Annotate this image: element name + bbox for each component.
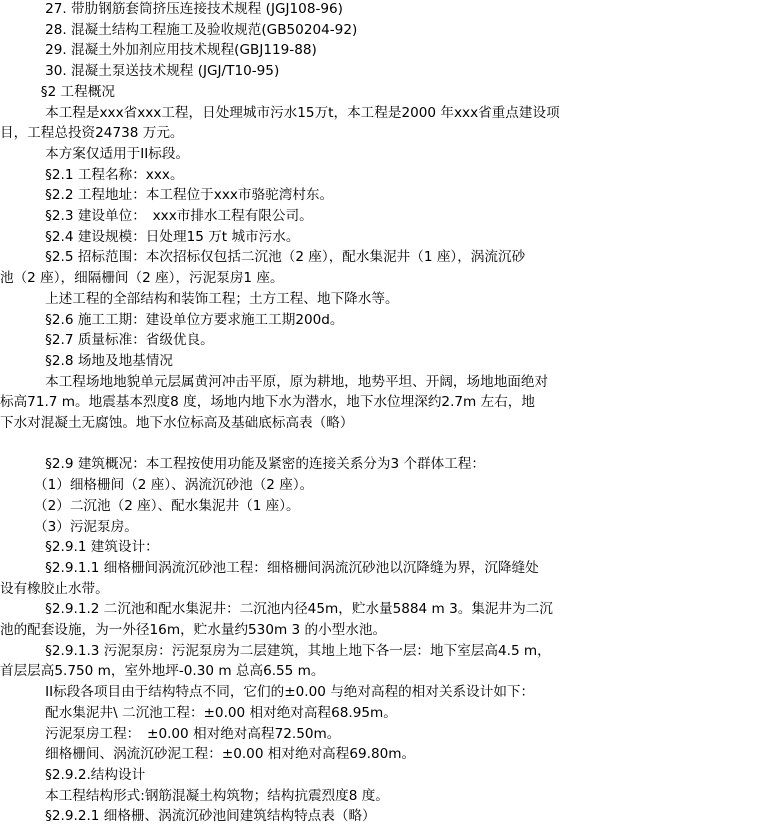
text-line: §2.1 工程名称：xxx。 (0, 166, 184, 183)
text-line: （3）污泥泵房。 (0, 518, 138, 535)
text-line: §2.4 建设规模：日处理15 万t 城市污水。 (0, 228, 300, 245)
text-line: 配水集泥井\ 二沉池工程：±0.00 相对绝对高程68.95m。 (0, 704, 397, 721)
text-line: 池的配套设施，为一外径16m，贮水量约530m 3 的小型水池。 (0, 622, 387, 638)
text-line: 细格栅间、涡流沉砂泥工程：±0.00 相对绝对高程69.80m。 (0, 746, 416, 763)
text-line: 29. 混凝土外加剂应用技术规程(GBJ119-88) (0, 42, 317, 59)
text-line: （1）细格栅间（2 座）、涡流沉砂池（2 座）。 (0, 477, 314, 494)
text-line: §2.7 质量标准：省级优良。 (0, 332, 214, 349)
text-line: §2.3 建设单位： xxx市排水工程有限公司。 (0, 208, 313, 224)
text-line: （2）二沉池（2 座）、配水集泥井（1 座）。 (0, 497, 300, 514)
text-line: §2.5 招标范围：本次招标仅包括二沉池（2 座），配水集泥井（1 座），涡流沉砂 (0, 249, 526, 266)
text-line: §2.2 工程地址：本工程位于xxx市骆驼湾村东。 (0, 187, 334, 204)
text-line: §2.9.1.1 细格栅间涡流沉砂池工程：细格栅间涡流沉砂池以沉降缝为界，沉降缝处 (0, 559, 539, 576)
text-line: 首层层高5.750 m，室外地坪-0.30 m 总高6.55 m。 (0, 663, 325, 680)
text-line: 设有橡胶止水带。 (0, 580, 109, 597)
text-line: 上述工程的全部结构和装饰工程；土方工程、地下降水等。 (0, 290, 399, 307)
text-line (0, 434, 778, 454)
text-line: 池（2 座），细隔栅间（2 座），污泥泵房1 座。 (0, 270, 284, 287)
text-line: §2.9.2.结构设计 (0, 766, 146, 783)
text-line: 污泥泵房工程： ±0.00 相对绝对高程72.50m。 (0, 725, 341, 742)
text-line: 28. 混凝土结构工程施工及验收规范(GB50204-92) (0, 21, 358, 38)
text-line: 本方案仅适用于II标段。 (0, 145, 190, 162)
text-line: II标段各项目由于结构特点不同，它们的±0.00 与绝对高程的相对关系设计如下： (0, 684, 535, 701)
text-line: §2.8 场地及地基情况 (0, 352, 173, 369)
text-line: 本工程结构形式:钢筋混凝土构筑物；结构抗震烈度8 度。 (0, 787, 389, 804)
text-line: §2 工程概况 (0, 83, 115, 100)
text-line: 目，工程总投资24738 万元。 (0, 125, 184, 142)
text-line: 30. 混凝土泵送技术规程 (JGJ/T10-95) (0, 63, 280, 80)
text-line: §2.9 建筑概况：本工程按使用功能及紧密的连接关系分为3 个群体工程： (0, 456, 486, 473)
text-line: 27. 带肋钢筋套筒挤压连接技术规程 (JGJ108-96) (0, 1, 343, 17)
text-line: 本工程场地地貌单元层属黄河冲击平原，原为耕地，地势平坦、开阔，场地地面绝对 (0, 373, 549, 390)
text-line: §2.9.2.1 细格栅、涡流沉砂池间建筑结构特点表（略） (0, 808, 376, 825)
text-line: 标高71.7 m。地震基本烈度8 度，场地内地下水为潜水，地下水位埋深约2.7m 左右，地 (0, 394, 535, 411)
text-line: 下水对混凝土无腐蚀。地下水位标高及基础底标高表（略） (0, 415, 354, 431)
text-line: 本工程是xxx省xxx工程，日处理城市污水15万t，本工程是2000 年xxx省重点建设项 (0, 104, 560, 121)
text-line: §2.9.1.3 污泥泵房：污泥泵房为二层建筑，其地上地下各一层：地下室层高4.5 m， (0, 642, 551, 659)
text-line: §2.9.1 建筑设计： (0, 539, 159, 556)
text-line: §2.6 施工工期：建设单位方要求施工工期200d。 (0, 311, 344, 328)
text-line: §2.9.1.2 二沉池和配水集泥井：二沉池内径45m，贮水量5884 m 3。集泥井为二沉 (0, 601, 553, 618)
